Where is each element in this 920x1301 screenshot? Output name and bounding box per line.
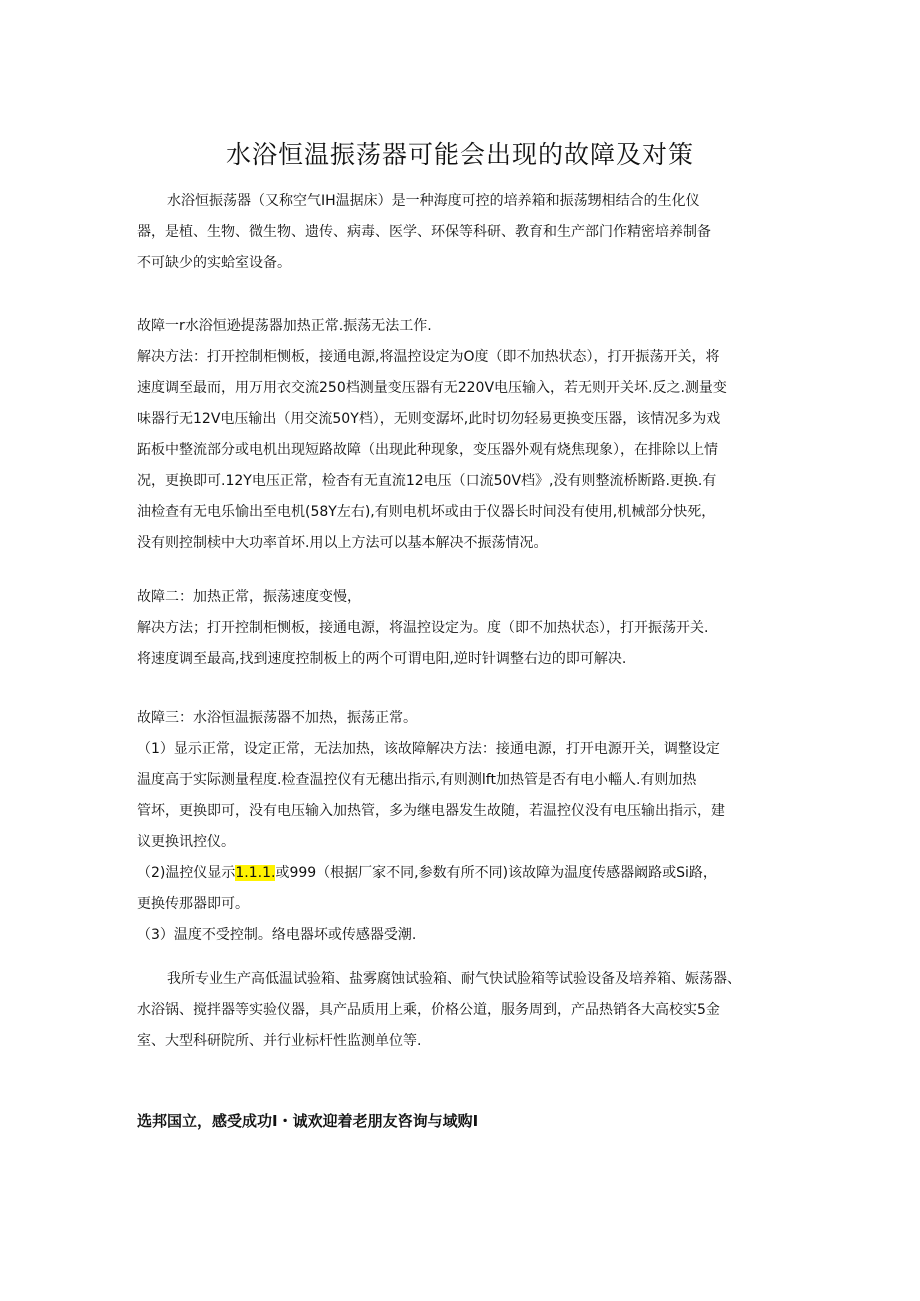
fault1-line: 没有则控制椟中大功率首坏.用以上方法可以基本解决不振荡情况。 (137, 535, 548, 551)
fault1-heading: 故障一r水浴恒逊提荡器加热正常.振荡无法工作. (137, 318, 432, 334)
document-title: 水浴恒温振荡器可能会出现的故障及对策 (225, 139, 694, 169)
company-line: 室、大型科研院所、并行业标杆性监测单位等. (137, 1033, 422, 1049)
fault2-heading: 故障二：加热正常，振荡速度变慢， (137, 589, 361, 605)
fault1-line: 况，更换即可.12Y电压正常，检杳有无直流12电压（口流50V档》,没有则整流桥断路.更换.有 (137, 473, 717, 489)
footer-slogan: 选邦国立，感受成功I・诚欢迎着老朋友咨询与域购I (137, 1112, 479, 1130)
fault3-item3-line: （3）温度不受控制。络电器坏或传感器受潮. (137, 927, 417, 943)
fault3-item2-suffix: 或999（根据厂家不同,参数有所不同)该故障为温度传感器阚路或Si路， (275, 865, 717, 881)
company-line: 我所专业生产高低温试验箱、盐雾腐蚀试验箱、耐气快试脸箱等试验设备及培养箱、娠荡器、 (167, 971, 741, 987)
fault3-item2-line: 更换传那器即可。 (137, 896, 249, 912)
fault2-section (137, 582, 787, 675)
fault3-item1-line: （1）显示正常，设定正常，无法加热，该故障解决方法：接通电源，打开电源开关，调整设定 (137, 741, 720, 757)
intro-line: 水浴恒振荡器（又称空气IH温据床）是一种海度可控的培养箱和振荡甥相结合的生化仪 (167, 193, 700, 209)
fault3-item1-line: 管坏，更换即可，没有电压输入加热管，多为继电器发生故随，若温控仪没有电压输出指示，建 (137, 803, 725, 819)
intro-paragraph (137, 186, 787, 279)
fault3-item1-line: 温度高于实际测量程度.检查温控仪有无穗出指示,有则测lft加热管是否有电小輜人.有则加热 (137, 772, 697, 788)
company-line: 水浴锅、搅拌器等实验仪器，具产品质用上乘，价格公道，服务周到，产品热销各大高校实5金 (137, 1002, 720, 1018)
fault3-item1-line: 议更换讯控仪。 (137, 834, 235, 850)
fault3-item2-line (137, 858, 787, 889)
fault3-heading: 故障三：水浴恒温振荡器不加热，振荡正常。 (137, 710, 417, 726)
fault1-line: 油检查有无电乐愉出至电机(58Y左右),有则电机坏或由于仪器长时间没有使用,机械部分快死， (137, 504, 716, 520)
fault1-line: 跖板中整流部分或电机出现短路故障（出现此种现象，变压器外观有烧焦现象），在排除以上情 (137, 442, 718, 458)
fault1-line: 速度调至最而，用万用衣交流250档测量变压器有无220V电压输入，若无则开关坏.反之.测量变 (137, 380, 727, 396)
fault1-section (137, 311, 787, 559)
intro-line: 器，是植、生物、微生物、遗传、病毒、医学、环保等科研、教育和生产部门作精密培养制备 (137, 224, 711, 240)
highlighted-value: 1.1.1. (235, 865, 276, 881)
fault3-item2-prefix: （2)温控仪显示 (137, 865, 236, 881)
intro-line: 不可缺少的实蛤室设备。 (137, 255, 291, 271)
company-paragraph (137, 964, 787, 1057)
fault2-line: 解决方法；打开控制柜恻板，接通电源，将温控设定为。度（即不加热状态），打开振荡开关. (137, 620, 709, 636)
fault1-line: 解决方法：打开控制柜恻板，接通电源,将温控设定为O度（即不加热状态），打开振荡开关，将 (137, 349, 720, 365)
fault2-line: 将速度调至最高,找到速度控制板上的两个可谓电阳,逆时针调整右边的即可解决. (137, 651, 627, 667)
fault3-section (137, 703, 787, 951)
fault1-line: 味器行无12V电压输出（用交流50Y档），无则变潺坏,此时切勿轻易更换变压器，该情况多为戏 (137, 411, 721, 427)
